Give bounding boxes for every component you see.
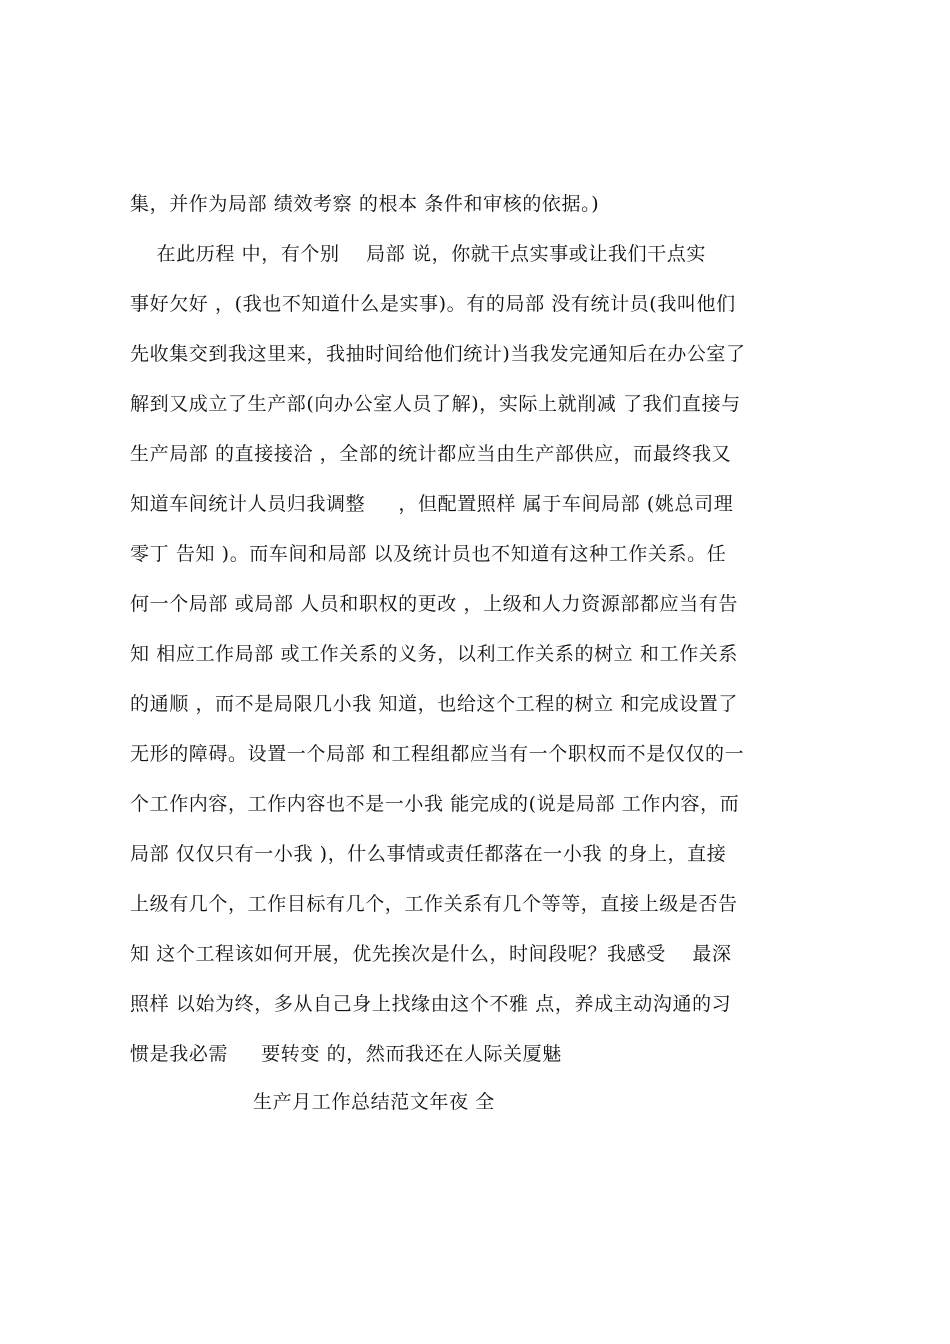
paragraph-line: 照样 以始为终，多从自己身上找缘由这个不雅 点，养成主动沟通的习 (130, 993, 732, 1015)
paragraph-line: 无形的障碍。设置一个局部 和工程组都应当有一个职权而不是仅仅的一 (130, 743, 745, 765)
paragraph-line: 零丁 告知 )。而车间和局部 以及统计员也不知道有这种工作关系。任 (130, 543, 727, 565)
paragraph-line: 何一个局部 或局部 人员和职权的更改 ，上级和人力资源部都应当有告 (130, 593, 738, 615)
paragraph-line: 先收集交到我这里来，我抽时间给他们统计)当我发完通知后在办公室了 (130, 343, 746, 365)
paragraph-line: 集，并作为局部 绩效考察 的根本 条件和审核的依据。) (130, 193, 600, 215)
paragraph-line: 的通顺 ，而不是局限几小我 知道，也给这个工程的树立 和完成设置了 (130, 693, 738, 715)
section-title: 生产月工作总结范文年夜 全 (253, 1091, 495, 1113)
paragraph-line: 知道车间统计人员归我调整 ，但配置照样 属于车间局部 (姚总司理 (130, 493, 734, 515)
paragraph-line: 局部 仅仅只有一小我 )，什么事情或责任都落在一小我 的身上，直接 (130, 843, 727, 865)
paragraph-line: 生产局部 的直接接洽 ，全部的统计都应当由生产部供应，而最终我又 (130, 443, 732, 465)
paragraph-line: 在此历程 中，有个别 局部 说，你就干点实事或让我们干点实 (130, 243, 706, 265)
paragraph-line: 惯是我必需 要转变 的，然而我还在人际关厦魅 (130, 1043, 562, 1065)
paragraph-line: 解到又成立了生产部(向办公室人员了解)，实际上就削减 了我们直接与 (130, 393, 741, 415)
paragraph-line: 上级有几个，工作目标有几个，工作关系有几个等等，直接上级是否告 (130, 893, 738, 915)
paragraph-line: 知 相应工作局部 或工作关系的义务，以利工作关系的树立 和工作关系 (130, 643, 738, 665)
paragraph-line: 个工作内容，工作内容也不是一小我 能完成的(说是局部 工作内容，而 (130, 793, 740, 815)
paragraph-line: 事好欠好 ，(我也不知道什么是实事)。有的局部 没有统计员(我叫他们 (130, 293, 736, 315)
paragraph-line: 知 这个工程该如何开展，优先挨次是什么，时间段呢？我感受 最深 (130, 943, 732, 965)
